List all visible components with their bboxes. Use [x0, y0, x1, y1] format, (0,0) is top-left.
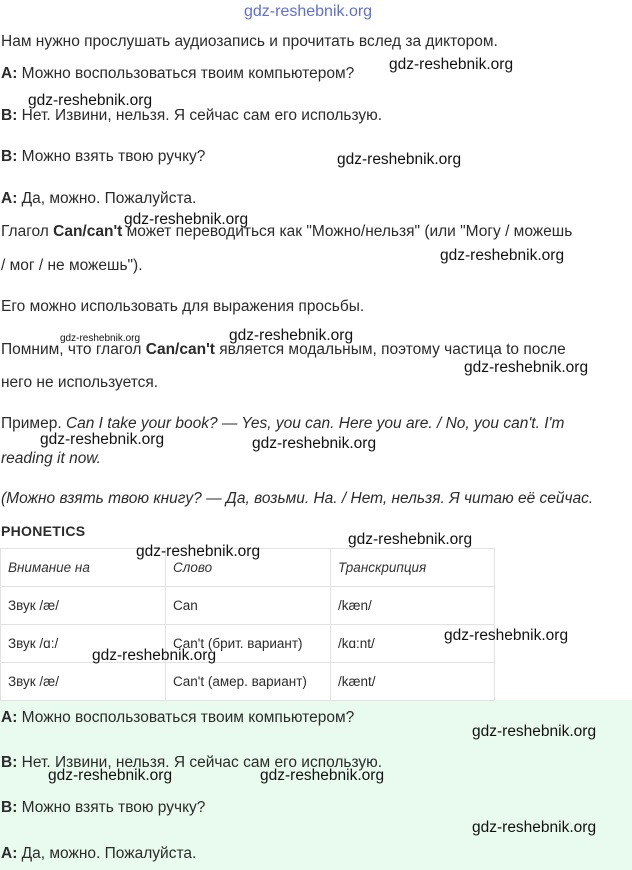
watermark: gdz-reshebnik.org	[40, 431, 165, 448]
translation-text: (Можно взять твою книгу? — Да, возьми. На. / Нет, нельзя. Я читаю её сейчас.	[1, 490, 594, 507]
dialogue-line: B: Можно взять твою ручку?	[1, 799, 206, 816]
example-paragraph-cont: reading it now.	[1, 450, 101, 467]
example-paragraph: Пример. Can I take your book? — Yes, you can. Here you are. / No, you can't. I'm	[1, 415, 565, 432]
explanation-paragraph-cont: него не используется.	[1, 374, 159, 391]
watermark: gdz-reshebnik.org	[48, 767, 173, 784]
watermark: gdz-reshebnik.org	[348, 531, 473, 548]
watermark: gdz-reshebnik.org	[92, 647, 217, 664]
watermark: gdz-reshebnik.org	[252, 435, 377, 452]
watermark: gdz-reshebnik.org	[28, 92, 153, 109]
explanation-paragraph: Помним, что глагол Can/can't является модальным, поэтому частица to после	[1, 341, 566, 358]
dialogue-line: B: Можно взять твою ручку?	[1, 148, 206, 165]
phonetics-table	[0, 548, 495, 701]
table-header-cell: Транскрипция	[331, 549, 495, 587]
table-cell: Can't (амер. вариант)	[166, 663, 331, 701]
table-cell: Can't (брит. вариант)	[166, 625, 331, 663]
explanation-paragraph-cont: / мог / не можешь").	[1, 257, 143, 274]
watermark: gdz-reshebnik.org	[440, 247, 565, 264]
table-cell: /kɑ:nt/	[331, 625, 495, 663]
dialogue-line: A: Да, можно. Пожалуйста.	[1, 190, 197, 207]
explanation-paragraph: Глагол Can/can't может переводиться как "Можно/нельзя" (или "Могу / можешь	[1, 223, 573, 240]
dialogue-line: B: Нет. Извини, нельзя. Я сейчас сам его использую.	[1, 754, 383, 771]
table-cell: /kænt/	[331, 663, 495, 701]
table-cell: Звук /æ/	[1, 663, 166, 701]
table-row	[1, 587, 495, 625]
watermark: gdz-reshebnik.org	[229, 327, 354, 344]
watermark: gdz-reshebnik.org	[260, 767, 385, 784]
table-header-cell: Внимание на	[1, 549, 166, 587]
table-cell: Звук /æ/	[1, 587, 166, 625]
table-row	[1, 663, 495, 701]
dialogue-line: B: Нет. Извини, нельзя. Я сейчас сам его использую.	[1, 107, 383, 124]
section-title: PHONETICS	[1, 523, 86, 539]
table-cell: Звук /ɑ:/	[1, 625, 166, 663]
dialogue-line: A: Можно воспользоваться твоим компьютером?	[1, 65, 355, 82]
watermark: gdz-reshebnik.org	[472, 723, 597, 740]
watermark: gdz-reshebnik.org	[337, 151, 462, 168]
watermark: gdz-reshebnik.org	[464, 359, 589, 376]
table-row	[1, 625, 495, 663]
watermark: gdz-reshebnik.org	[472, 819, 597, 836]
watermark: gdz-reshebnik.org	[60, 333, 141, 344]
intro-text: Нам нужно прослушать аудиозапись и прочитать вслед за диктором.	[1, 33, 498, 50]
dialogue-line: A: Да, можно. Пожалуйста.	[1, 845, 197, 862]
table-header-cell: Слово	[166, 549, 331, 587]
watermark: gdz-reshebnik.org	[444, 627, 569, 644]
dialogue-line: A: Можно воспользоваться твоим компьютером?	[1, 709, 355, 726]
explanation-paragraph: Его можно использовать для выражения просьбы.	[1, 298, 365, 315]
watermark: gdz-reshebnik.org	[244, 3, 373, 20]
watermark: gdz-reshebnik.org	[136, 543, 261, 560]
table-cell: /kæn/	[331, 587, 495, 625]
table-cell: Can	[166, 587, 331, 625]
watermark: gdz-reshebnik.org	[124, 211, 249, 228]
watermark: gdz-reshebnik.org	[389, 56, 514, 73]
